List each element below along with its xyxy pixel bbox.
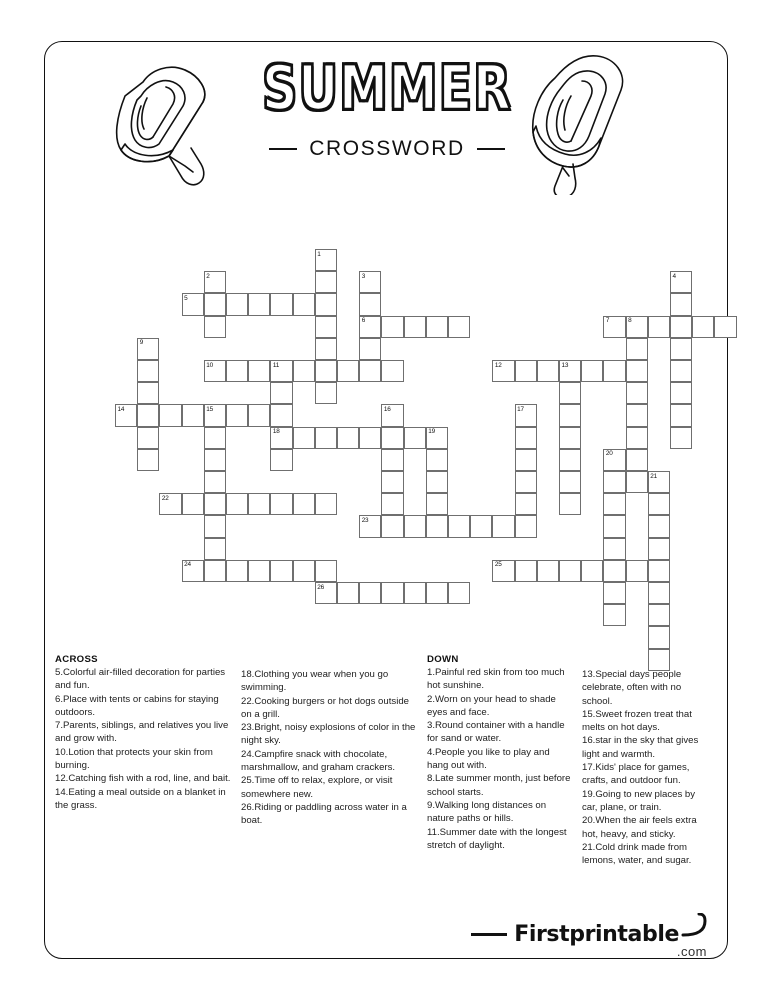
- grid-cell[interactable]: [448, 582, 470, 604]
- grid-cell[interactable]: [626, 427, 648, 449]
- grid-cell[interactable]: [293, 560, 315, 582]
- clue-item: 16.star in the sky that gives light and warmth.: [582, 735, 699, 760]
- grid-cell[interactable]: [359, 582, 381, 604]
- grid-cell[interactable]: [670, 404, 692, 426]
- grid-cell-number: 9: [139, 339, 144, 347]
- grid-cell-number: 20: [605, 450, 613, 458]
- clue-item: 2.Worn on your head to shade eyes and face.: [427, 693, 556, 718]
- clue-item: 23.Bright, noisy explosions of color in the night sky.: [241, 722, 416, 747]
- clue-item: 26.Riding or paddling across water in a boat.: [241, 801, 407, 827]
- grid-cell[interactable]: [426, 493, 448, 515]
- clue-item: 10.Lotion that protects your skin from burning.: [55, 746, 213, 772]
- grid-cell[interactable]: [426, 582, 448, 604]
- grid-cell[interactable]: [270, 404, 292, 426]
- grid-cell[interactable]: [603, 471, 625, 493]
- grid-cell[interactable]: [315, 382, 337, 404]
- brand-swoosh-icon: [681, 924, 707, 946]
- grid-cell-number: 14: [117, 405, 125, 413]
- grid-cell[interactable]: [293, 293, 315, 315]
- worksheet-page: [44, 41, 728, 959]
- grid-cell[interactable]: [648, 493, 670, 515]
- grid-cell[interactable]: [182, 493, 204, 515]
- grid-cell[interactable]: [248, 293, 270, 315]
- grid-cell[interactable]: [581, 360, 603, 382]
- grid-cell[interactable]: [448, 515, 470, 537]
- grid-cell[interactable]: [359, 316, 381, 338]
- grid-cell[interactable]: [626, 471, 648, 493]
- grid-cell[interactable]: [315, 293, 337, 315]
- grid-cell[interactable]: [559, 560, 581, 582]
- clue-item: 4.People you like to play and hang out with.: [427, 746, 550, 772]
- grid-cell[interactable]: [381, 449, 403, 471]
- grid-cell[interactable]: [381, 316, 403, 338]
- grid-cell-number: 23: [361, 516, 369, 524]
- across-clue-list-2: [241, 668, 417, 828]
- grid-cell-number: 4: [672, 272, 676, 280]
- grid-cell[interactable]: [626, 382, 648, 404]
- clue-item: 15.Sweet frozen treat that melts on hot days.: [582, 708, 692, 734]
- grid-cell[interactable]: [603, 538, 625, 560]
- grid-cell[interactable]: [515, 493, 537, 515]
- grid-cell[interactable]: [603, 515, 625, 537]
- grid-cell-number: 6: [361, 317, 366, 325]
- across-clues-column-2: [241, 654, 427, 914]
- grid-cell[interactable]: [226, 493, 248, 515]
- grid-cell[interactable]: [226, 560, 248, 582]
- grid-cell[interactable]: [426, 449, 448, 471]
- grid-cell[interactable]: [426, 515, 448, 537]
- clues-section: [55, 654, 719, 914]
- clue-item: 8.Late summer month, just before school starts.: [427, 773, 571, 798]
- grid-cell[interactable]: [626, 360, 648, 382]
- grid-cell[interactable]: [315, 360, 337, 382]
- grid-cell[interactable]: [270, 293, 292, 315]
- grid-cell[interactable]: [626, 560, 648, 582]
- grid-cell[interactable]: [204, 471, 226, 493]
- grid-cell[interactable]: [359, 338, 381, 360]
- down-clues-column-2: [582, 654, 719, 914]
- grid-cell-number: 10: [206, 361, 214, 369]
- clue-item: 5.Colorful air-filled decoration for parties and fun.: [55, 667, 226, 692]
- grid-cell[interactable]: [381, 582, 403, 604]
- grid-cell[interactable]: [381, 493, 403, 515]
- grid-cell[interactable]: [315, 493, 337, 515]
- grid-cell-number: 1: [317, 250, 321, 258]
- grid-cell-number: 22: [161, 494, 169, 502]
- grid-cell[interactable]: [581, 560, 603, 582]
- grid-cell[interactable]: [359, 360, 381, 382]
- grid-cell[interactable]: [515, 471, 537, 493]
- clue-item: 13.Special days people celebrate, often with no school.: [582, 669, 682, 707]
- grid-cell[interactable]: [404, 515, 426, 537]
- grid-cell-number: 24: [184, 561, 191, 569]
- grid-cell[interactable]: [559, 449, 581, 471]
- grid-cell[interactable]: [359, 271, 381, 293]
- grid-cell[interactable]: [492, 560, 514, 582]
- grid-cell[interactable]: [648, 560, 670, 582]
- grid-cell[interactable]: [670, 338, 692, 360]
- grid-cell[interactable]: [293, 493, 315, 515]
- clue-item: 12.Catching fish with a rod, line, and bait.: [55, 773, 231, 785]
- across-clue-list-1: [55, 666, 231, 812]
- grid-cell[interactable]: [137, 404, 159, 426]
- grid-cell[interactable]: [426, 471, 448, 493]
- grid-cell[interactable]: [470, 515, 492, 537]
- across-heading: ACROSS: [55, 654, 98, 665]
- grid-cell[interactable]: [515, 515, 537, 537]
- grid-cell[interactable]: [270, 560, 292, 582]
- down-clue-list-1: [427, 666, 572, 852]
- grid-cell[interactable]: [315, 271, 337, 293]
- grid-cell[interactable]: [204, 427, 226, 449]
- grid-cell[interactable]: [337, 360, 359, 382]
- grid-cell-number: 11: [272, 361, 280, 369]
- grid-cell[interactable]: [270, 382, 292, 404]
- grid-cell[interactable]: [515, 427, 537, 449]
- grid-cell-number: 8: [628, 317, 632, 325]
- grid-cell[interactable]: [537, 360, 559, 382]
- grid-cell-number: 2: [206, 272, 210, 280]
- grid-cell[interactable]: [359, 293, 381, 315]
- grid-cell[interactable]: [714, 316, 736, 338]
- clue-item: 14.Eating a meal outside on a blanket in the grass.: [55, 786, 226, 811]
- clue-item: 7.Parents, siblings, and relatives you live and grow with.: [55, 720, 229, 745]
- grid-cell[interactable]: [226, 360, 248, 382]
- grid-cell[interactable]: [182, 560, 204, 582]
- grid-cell[interactable]: [559, 382, 581, 404]
- grid-cell[interactable]: [492, 515, 514, 537]
- grid-cell-number: 26: [317, 583, 325, 591]
- grid-cell[interactable]: [359, 427, 381, 449]
- grid-cell[interactable]: [226, 404, 248, 426]
- grid-cell[interactable]: [626, 404, 648, 426]
- grid-cell[interactable]: [315, 249, 337, 271]
- grid-cell[interactable]: [603, 493, 625, 515]
- grid-cell[interactable]: [648, 582, 670, 604]
- grid-cell[interactable]: [204, 538, 226, 560]
- grid-cell[interactable]: [603, 316, 625, 338]
- grid-cell[interactable]: [648, 604, 670, 626]
- grid-cell[interactable]: [137, 449, 159, 471]
- grid-cell[interactable]: [448, 316, 470, 338]
- grid-cell[interactable]: [603, 560, 625, 582]
- grid-cell[interactable]: [515, 404, 537, 426]
- clue-item: 24.Campfire snack with chocolate, marshmallow, and graham crackers.: [241, 748, 396, 774]
- clue-item: 3.Round container with a handle for sand or water.: [427, 720, 565, 745]
- brand-rule: [471, 933, 507, 936]
- grid-cell[interactable]: [626, 316, 648, 338]
- grid-cell[interactable]: [204, 404, 226, 426]
- grid-cell-number: 13: [561, 361, 569, 369]
- grid-cell[interactable]: [381, 404, 403, 426]
- grid-cell[interactable]: [315, 582, 337, 604]
- grid-cell[interactable]: [404, 316, 426, 338]
- grid-cell[interactable]: [515, 449, 537, 471]
- down-clue-list-2: [582, 668, 709, 867]
- grid-cell[interactable]: [559, 493, 581, 515]
- grid-cell-number: 15: [206, 405, 214, 413]
- grid-cell[interactable]: [559, 471, 581, 493]
- grid-cell[interactable]: [404, 582, 426, 604]
- grid-cell[interactable]: [248, 360, 270, 382]
- grid-cell[interactable]: [270, 493, 292, 515]
- grid-cell[interactable]: [270, 449, 292, 471]
- grid-cell[interactable]: [648, 316, 670, 338]
- grid-cell[interactable]: [559, 404, 581, 426]
- grid-cell[interactable]: [648, 515, 670, 537]
- grid-cell-number: 19: [428, 428, 436, 436]
- clue-item: 17.Kids' place for games, crafts, and outdoor fun.: [582, 762, 690, 787]
- grid-cell[interactable]: [404, 427, 426, 449]
- page-subtitle: CROSSWORD: [309, 137, 465, 160]
- grid-cell[interactable]: [204, 360, 226, 382]
- grid-cell[interactable]: [204, 293, 226, 315]
- brand-domain-suffix: .com: [676, 944, 707, 959]
- grid-cell[interactable]: [204, 271, 226, 293]
- across-clues-column-1: [55, 654, 241, 914]
- grid-cell[interactable]: [670, 427, 692, 449]
- grid-cell[interactable]: [226, 293, 248, 315]
- clue-item: 18.Clothing you wear when you go swimming.: [241, 669, 389, 694]
- grid-cell[interactable]: [603, 360, 625, 382]
- grid-cell[interactable]: [204, 493, 226, 515]
- grid-cell[interactable]: [670, 360, 692, 382]
- grid-cell[interactable]: [315, 316, 337, 338]
- grid-cell-number: 25: [494, 561, 502, 569]
- grid-cell[interactable]: [248, 560, 270, 582]
- grid-cell[interactable]: [248, 404, 270, 426]
- grid-cell[interactable]: [426, 316, 448, 338]
- clue-item: 19.Going to new places by car, plane, or train.: [582, 788, 696, 813]
- grid-cell[interactable]: [270, 360, 292, 382]
- brand-logo: [471, 922, 707, 947]
- grid-cell[interactable]: [137, 427, 159, 449]
- grid-cell[interactable]: [293, 427, 315, 449]
- grid-cell[interactable]: [559, 360, 581, 382]
- grid-cell[interactable]: [293, 360, 315, 382]
- grid-cell-number: 18: [272, 428, 280, 436]
- down-clues-column-1: [427, 654, 582, 914]
- grid-cell[interactable]: [515, 560, 537, 582]
- page-title: SUMMER: [262, 52, 512, 125]
- page-footer: [45, 922, 729, 962]
- grid-cell[interactable]: [204, 449, 226, 471]
- clue-item: 21.Cold drink made from lemons, water, and sugar.: [582, 841, 692, 867]
- grid-cell[interactable]: [515, 360, 537, 382]
- grid-cell[interactable]: [648, 538, 670, 560]
- grid-cell[interactable]: [603, 604, 625, 626]
- grid-cell[interactable]: [603, 582, 625, 604]
- grid-cell-number: 5: [184, 294, 188, 302]
- grid-cell-number: 16: [383, 405, 391, 413]
- grid-cell[interactable]: [670, 382, 692, 404]
- grid-cell[interactable]: [248, 493, 270, 515]
- grid-cell[interactable]: [159, 404, 181, 426]
- grid-cell[interactable]: [115, 404, 137, 426]
- grid-cell[interactable]: [537, 560, 559, 582]
- grid-cell[interactable]: [182, 404, 204, 426]
- grid-cell[interactable]: [603, 449, 625, 471]
- grid-cell[interactable]: [315, 338, 337, 360]
- grid-cell[interactable]: [648, 471, 670, 493]
- crossword-grid[interactable]: [45, 42, 729, 591]
- grid-cell[interactable]: [359, 515, 381, 537]
- grid-cell[interactable]: [270, 427, 292, 449]
- grid-cell[interactable]: [337, 427, 359, 449]
- clue-item: 22.Cooking burgers or hot dogs outside on a grill.: [241, 695, 409, 720]
- down-heading: DOWN: [427, 654, 459, 665]
- brand-name: Firstprintable: [514, 922, 679, 947]
- grid-cell[interactable]: [137, 360, 159, 382]
- grid-cell[interactable]: [648, 626, 670, 648]
- grid-cell[interactable]: [492, 360, 514, 382]
- grid-cell[interactable]: [204, 560, 226, 582]
- grid-cell-number: 3: [361, 272, 366, 280]
- clue-item: 9.Walking long distances on nature paths or hills.: [427, 799, 547, 825]
- clue-item: 6.Place with tents or cabins for staying outdoors.: [55, 693, 219, 718]
- grid-cell[interactable]: [337, 582, 359, 604]
- grid-cell[interactable]: [559, 427, 581, 449]
- grid-cell[interactable]: [381, 360, 403, 382]
- grid-cell[interactable]: [204, 316, 226, 338]
- grid-cell[interactable]: [692, 316, 714, 338]
- grid-cell[interactable]: [159, 493, 181, 515]
- grid-cell[interactable]: [670, 316, 692, 338]
- grid-cell-number: 17: [517, 405, 524, 413]
- grid-cell[interactable]: [381, 515, 403, 537]
- clue-item: 25.Time off to relax, explore, or visit somewhere new.: [241, 775, 393, 800]
- grid-cell[interactable]: [426, 427, 448, 449]
- grid-cell-number: 21: [650, 472, 658, 480]
- clue-item: 1.Painful red skin from too much hot sunshine.: [427, 667, 565, 692]
- grid-cell[interactable]: [626, 449, 648, 471]
- grid-cell[interactable]: [626, 338, 648, 360]
- grid-cell[interactable]: [381, 471, 403, 493]
- grid-cell[interactable]: [315, 427, 337, 449]
- grid-cell-number: 12: [494, 361, 502, 369]
- grid-cell[interactable]: [315, 560, 337, 582]
- grid-cell[interactable]: [381, 427, 403, 449]
- grid-cell[interactable]: [182, 293, 204, 315]
- clue-item: 11.Summer date with the longest stretch of daylight.: [427, 826, 567, 851]
- grid-cell[interactable]: [670, 293, 692, 315]
- grid-cell[interactable]: [670, 271, 692, 293]
- clue-item: 20.When the air feels extra hot, heavy, and sticky.: [582, 815, 697, 840]
- grid-cell-number: 7: [605, 317, 610, 325]
- grid-cell[interactable]: [137, 338, 159, 360]
- grid-cell[interactable]: [204, 515, 226, 537]
- grid-cell[interactable]: [137, 382, 159, 404]
